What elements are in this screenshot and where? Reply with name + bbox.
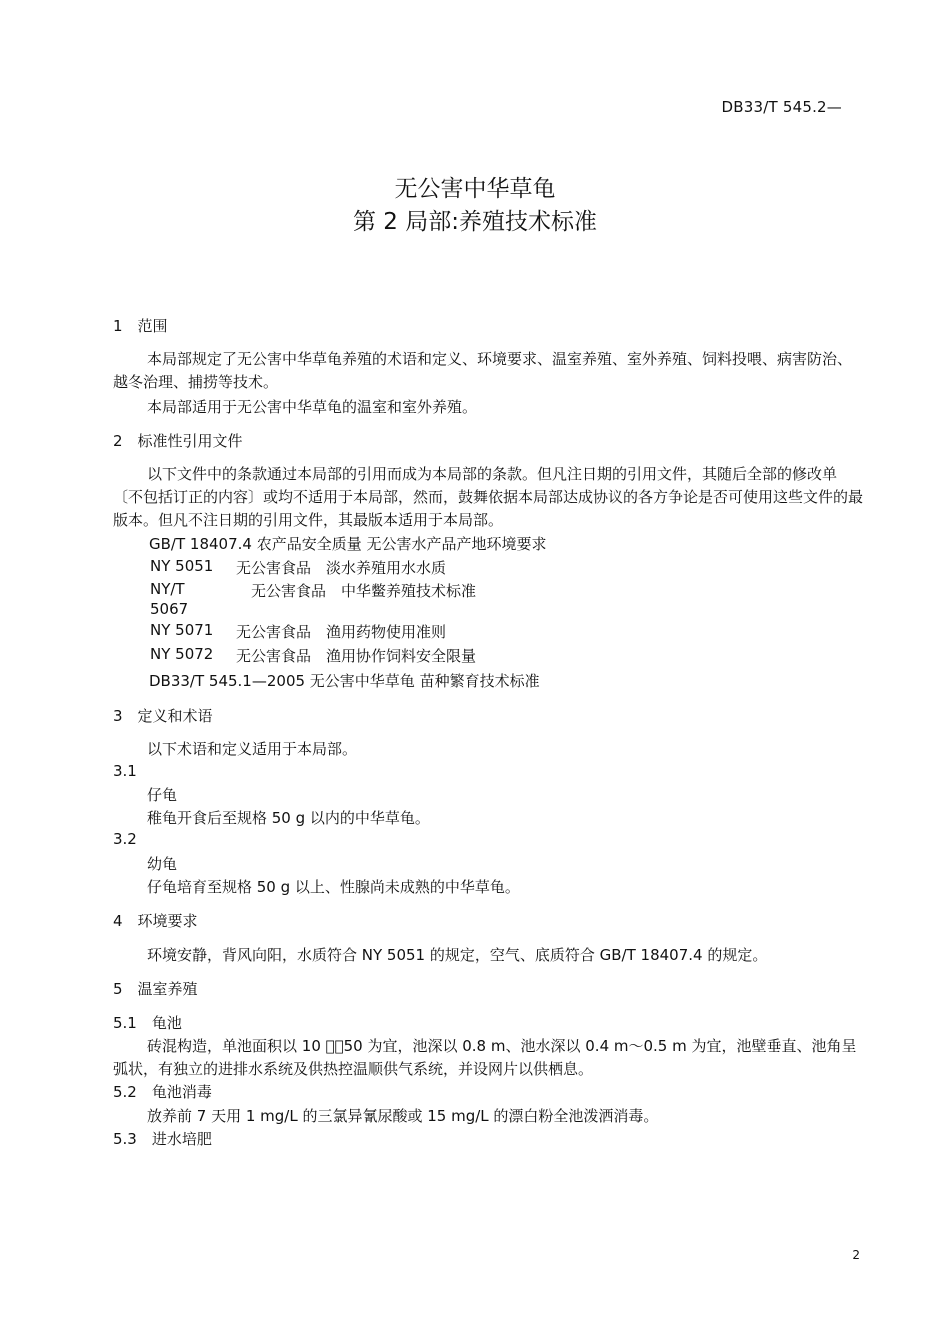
reference-title: 无公害食品 渔用协作饲料安全限量 <box>236 647 477 665</box>
section-3-paragraph-1: 以下术语和定义适用于本局部。 <box>147 740 358 758</box>
reference-code: NY 5071 <box>150 621 214 639</box>
section-2-heading: 2 标准性引用文件 <box>113 432 243 450</box>
reference-code: 5067 <box>150 600 189 618</box>
reference-code: NY 5051 <box>150 557 214 575</box>
section-4-heading: 4 环境要求 <box>113 912 198 930</box>
definition-text: 稚龟开食后至规格 50 g 以内的中华草龟。 <box>147 809 430 827</box>
section-1-paragraph-2: 本局部适用于无公害中华草龟的温室和室外养殖。 <box>147 398 478 416</box>
section-4-paragraph-1: 环境安静，背风向阳，水质符合 NY 5051 的规定，空气、底质符合 GB/T 18407.4 的规定。 <box>147 946 768 964</box>
section-1-paragraph-1: 本局部规定了无公害中华草龟养殖的术语和定义、环境要求、温室养殖、室外养殖、饲料投喂、病害防治、越冬治理、捕捞等技术。 <box>113 350 853 391</box>
section-2-paragraph-1: 以下文件中的条款通过本局部的引用而成为本局部的条款。但凡注日期的引用文件，其随后全部的修改单〔不包括订正的内容〕或均不适用于本局部，然而，鼓舞依据本局部达成协议的各方争论是否可使用这些文件的最版本。但凡不注日期的引用文件，其最版本适用于本局部。 <box>113 465 864 529</box>
reference-title: 无公害食品 渔用药物使用准则 <box>236 623 447 641</box>
document-code: DB33/T 545.2— <box>721 98 842 116</box>
reference-title: 无公害食品 淡水养殖用水水质 <box>236 559 447 577</box>
definition-term: 仔龟 <box>147 786 178 804</box>
section-5-heading: 5 温室养殖 <box>113 980 198 998</box>
reference-code: NY/T <box>150 580 185 598</box>
definition-number: 3.2 <box>113 830 137 848</box>
definition-number: 3.1 <box>113 762 137 780</box>
document-title: 无公害中华草龟 <box>394 176 556 202</box>
document-subtitle: 第 2 局部:养殖技术标准 <box>352 209 597 235</box>
subsection-text: 放养前 7 天用 1 mg/L 的三氯异氰尿酸或 15 mg/L 的漂白粉全池泼洒消毒。 <box>147 1107 659 1125</box>
section-1-heading: 1 范围 <box>113 317 168 335</box>
definition-term: 幼龟 <box>147 855 178 873</box>
definition-text: 仔龟培育至规格 50 g 以上、性腺尚未成熟的中华草龟。 <box>147 878 520 896</box>
subsection-heading: 5.1 龟池 <box>113 1014 182 1032</box>
reference-item: GB/T 18407.4 农产品安全质量 无公害水产品产地环境要求 <box>149 535 547 553</box>
subsection-heading: 5.2 龟池消毒 <box>113 1083 212 1101</box>
section-3-heading: 3 定义和术语 <box>113 707 213 725</box>
subsection-heading: 5.3 进水培肥 <box>113 1130 212 1148</box>
subsection-text: 砖混构造，单池面积以 10 􏰀～50 为宜，池深以 0.8 m、池水深以 0.4 m～0.5 m 为宜，池壁垂直、池角呈弧状，有独立的进排水系统及供热控温顺供气系统，并设网片以供栖息。 <box>113 1037 857 1078</box>
reference-item: DB33/T 545.1—2005 无公害中华草龟 苗种繁育技术标准 <box>149 672 540 690</box>
reference-code: NY 5072 <box>150 645 214 663</box>
page-number: 2 <box>852 1248 860 1262</box>
reference-title: 无公害食品 中华鳖养殖技术标准 <box>251 582 477 600</box>
